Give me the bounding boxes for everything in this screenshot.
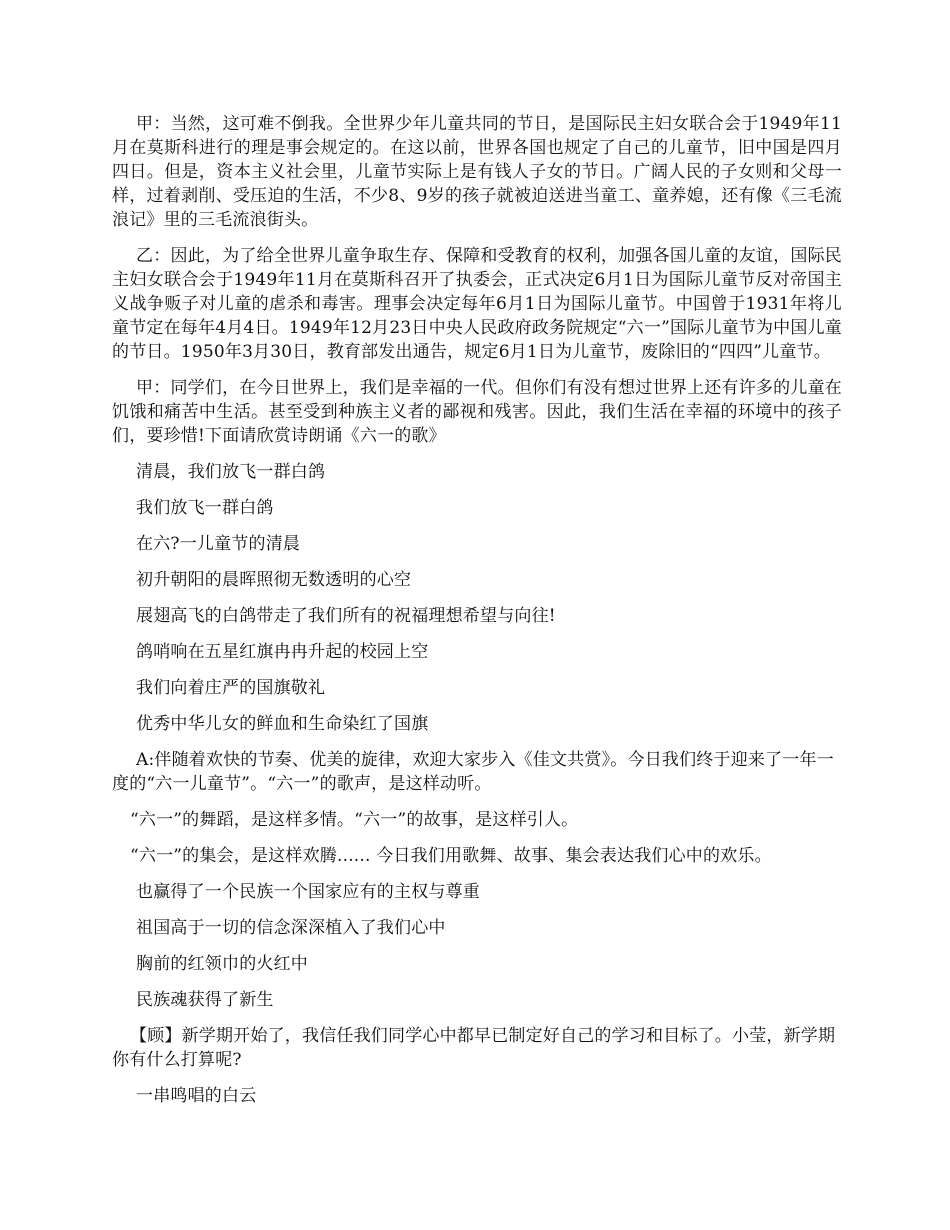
poem-line: 初升朝阳的晨晖照彻无数透明的心空 — [136, 570, 412, 590]
poem-line: 民族魂获得了新生 — [136, 990, 274, 1010]
poem-line: 祖国高于一切的信念深深植入了我们心中 — [136, 918, 446, 938]
poem-line: 在六?一儿童节的清晨 — [136, 534, 301, 554]
paragraph-jia-1: 甲：当然，这可难不倒我。全世界少年儿童共同的节日，是国际民主妇女联合会于1949年11月在莫斯科进行的理是事会规定的。在这以前，世界各国也规定了自己的儿童节，旧中国是四月四日。但是，资本主义社会里，儿童节实际上是有钱人子女的节日。广阔人民的子女则和父母一样，过着剥削、受压迫的生活，不少8、9岁的孩子就被迫送进当童工、童养媳，还有像《三毛流浪记》里的三毛流浪街头。 — [112, 114, 842, 230]
poem-line: 也赢得了一个民族一个国家应有的主权与尊重 — [136, 882, 480, 902]
poem-line: 我们放飞一群白鸽 — [136, 498, 274, 518]
poem-line: 优秀中华儿女的鲜血和生命染红了国旗 — [136, 714, 429, 734]
paragraph-a: A:伴随着欢快的节奏、优美的旋律，欢迎大家步入《佳文共赏》。今日我们终于迎来了一年一度的“六一儿童节”。“六一”的歌声，是这样动听。 — [112, 750, 834, 794]
paragraph-gu: 【顾】新学期开始了，我信任我们同学心中都早已制定好自己的学习和目标了。小莹，新学期你有什么打算呢? — [112, 1026, 836, 1070]
paragraph-jia-2: 甲：同学们，在今日世界上，我们是幸福的一代。但你们有没有想过世界上还有许多的儿童在饥饿和痛苦中生活。甚至受到种族主义者的鄙视和残害。因此，我们生活在幸福的环境中的孩子们，要珍惜!下面请欣赏诗朗诵《六一的歌》 — [112, 378, 842, 446]
poem-line: 胸前的红领巾的火红中 — [136, 954, 308, 974]
paragraph-yi-1: 乙：因此，为了给全世界儿童争取生存、保障和受教育的权利，加强各国儿童的友谊，国际民主妇女联合会于1949年11月在莫斯科召开了执委会，正式决定6月1日为国际儿童节反对帝国主义战争贩子对儿童的虐杀和毒害。理事会决定每年6月1日为国际儿童节。中国曾于1931年将儿童节定在每年4月4日。1949年12月23日中央人民政府政务院规定“六一”国际儿童节为中国儿童的节日。1950年3月30日，教育部发出通告，规定6月1日为儿童节，废除旧的“四四”儿童节。 — [112, 246, 842, 362]
quote-line: “六一”的集会，是这样欢腾...... 今日我们用歌舞、故事、集会表达我们心中的欢乐。 — [130, 846, 772, 866]
poem-line: 我们向着庄严的国旗敬礼 — [136, 678, 326, 698]
poem-line: 展翅高飞的白鸽带走了我们所有的祝福理想希望与向往! — [136, 606, 556, 626]
quote-line: “六一”的舞蹈，是这样多情。“六一”的故事，是这样引人。 — [130, 810, 579, 830]
poem-line: 鸽哨响在五星红旗冉冉升起的校园上空 — [136, 642, 429, 662]
poem-line: 一串鸣唱的白云 — [136, 1086, 257, 1106]
poem-line: 清晨，我们放飞一群白鸽 — [136, 462, 326, 482]
